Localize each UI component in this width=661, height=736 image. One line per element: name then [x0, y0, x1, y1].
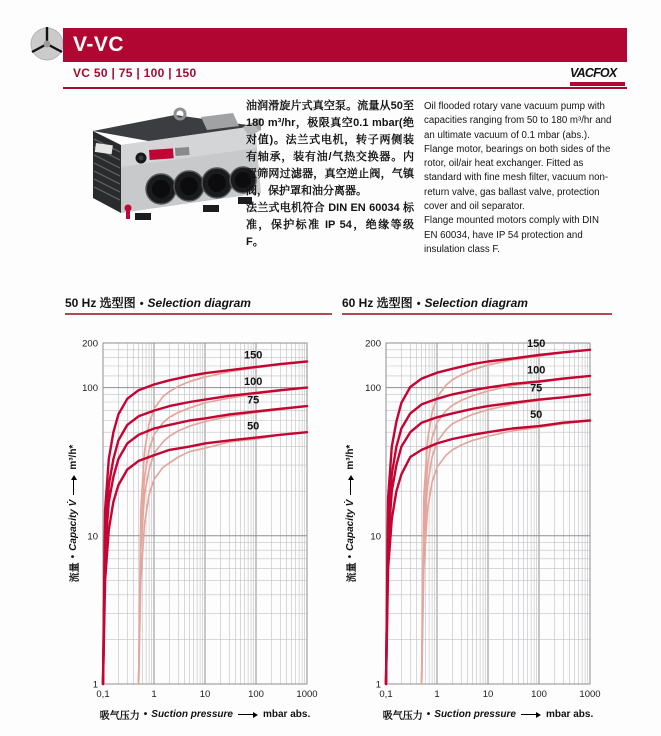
- chart-title-en: Selection diagram: [424, 296, 528, 310]
- y-tick-label: 1: [375, 679, 381, 691]
- description-zh: [246, 98, 414, 251]
- y-tick-label: 10: [370, 531, 381, 543]
- bullet-separator: •: [139, 298, 144, 310]
- selection-chart-50hz: [65, 318, 325, 710]
- brand-logo: VACFOX: [570, 66, 617, 80]
- curve-label-75: 75: [530, 382, 543, 395]
- header-rule: [63, 87, 627, 89]
- product-photo: [83, 101, 261, 227]
- arrow-right-icon: [71, 475, 77, 495]
- curve-label-100: 100: [244, 375, 263, 388]
- y-tick-label: 100: [82, 383, 98, 395]
- arrow-right-icon: [348, 475, 354, 495]
- x-tick-label: 10: [482, 689, 494, 700]
- curve-label-150: 150: [244, 349, 263, 362]
- x-tick-label: 1000: [579, 689, 601, 700]
- x-axis-label-50hz: 吸气压力 • Suction pressure mbar abs.: [99, 709, 311, 722]
- x-axis-label-60hz: 吸气压力 • Suction pressure mbar abs.: [382, 709, 594, 722]
- curve-75-light-: [139, 406, 307, 684]
- x-tick-label: 0,1: [379, 689, 393, 700]
- curve-label-150: 150: [527, 337, 546, 350]
- description-zh-p2: 法兰式电机符合 DIN EN 60034 标准，保护标准 IP 54，绝缘等级 F。: [246, 202, 414, 248]
- brand-underline: [570, 82, 625, 86]
- x-tick-label: 0,1: [96, 689, 110, 700]
- y-tick-label: 200: [365, 338, 381, 350]
- y-tick-label: 1: [92, 679, 98, 691]
- chart-title-60hz: [342, 294, 612, 315]
- curve-label-75: 75: [247, 394, 260, 407]
- y-tick-label: 200: [82, 338, 98, 350]
- description-en-p1: Oil flooded rotary vane vacuum pump with capacities ranging from 50 to 180 m³/hr and an ultimate vacuum of 0.1 mbar (abs.). Flange motor, bearings on both sides of the rotor, oil/air heat exchanger. Fitted as standard with fine mesh filter, vacuum non-return valve, gas ballast valve, protection cover and oil separator.: [424, 101, 612, 213]
- selection-chart-60hz: [342, 318, 604, 710]
- x-tick-label: 1: [151, 689, 157, 700]
- chart-title-50hz: [65, 294, 332, 315]
- y-axis-label-50hz: 流量 • Capacity V̇ m³/h*: [68, 444, 81, 583]
- page-title: V-VC: [73, 33, 125, 56]
- header-banner: [63, 28, 627, 62]
- chart-title-zh: 50 Hz 选型图: [65, 296, 136, 310]
- y-tick-label: 10: [87, 531, 98, 543]
- y-tick-label: 100: [365, 383, 381, 395]
- curve-label-100: 100: [527, 364, 546, 377]
- curve-50-light-: [422, 421, 590, 685]
- x-tick-label: 10: [199, 689, 211, 700]
- curve-label-50: 50: [530, 409, 543, 421]
- curve-150-light-: [422, 350, 590, 684]
- x-tick-label: 1: [434, 689, 440, 700]
- curve-50-light-: [139, 432, 307, 684]
- model-range: VC 50 | 75 | 100 | 150: [73, 66, 197, 80]
- description-zh-p1: 油润滑旋片式真空泵。流量从50至180 m³/hr，极限真空0.1 mbar(绝对值)。法兰式电机，转子两侧装有轴承，装有油/气热交换器。内置筛网过滤器，真空逆止阀，气镇阀，保护罩和油分离器。: [246, 100, 414, 197]
- rotor-logo-icon: [27, 24, 67, 64]
- chart-title-en: Selection diagram: [147, 296, 251, 310]
- curve-75-light-: [422, 394, 590, 684]
- y-axis-label-60hz: 流量 • Capacity V̇ m³/h*: [345, 444, 358, 583]
- arrow-right-icon: [521, 712, 541, 718]
- x-tick-label: 1000: [296, 689, 318, 700]
- curve-label-50: 50: [247, 420, 260, 433]
- x-tick-label: 100: [531, 689, 547, 700]
- arrow-right-icon: [238, 712, 258, 718]
- bullet-separator: •: [416, 298, 421, 310]
- description-en: [424, 100, 612, 257]
- description-en-p2: Flange mounted motors comply with DIN EN 60034, have IP 54 protection and insulation class F.: [424, 215, 599, 255]
- chart-title-zh: 60 Hz 选型图: [342, 296, 413, 310]
- x-tick-label: 100: [248, 689, 264, 700]
